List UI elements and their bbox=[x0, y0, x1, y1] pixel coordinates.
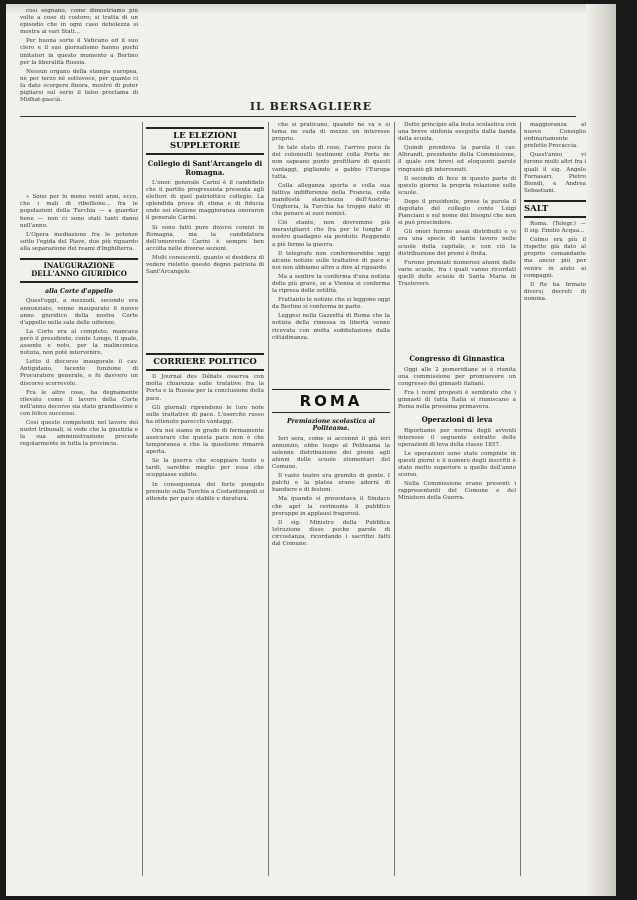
col3-paragraph: Il telegrafo non confermerebbe oggi alcune notizie sulle trattative di pace e noi non abbiamo altro a dire al riguardo. bbox=[272, 250, 390, 271]
col3-paragraph: Il vasto teatro era gremito di gente. I palchi e la platea erano adorni di bandiere e di festoni. bbox=[272, 473, 390, 494]
col4-headline: Operazioni di leva bbox=[421, 415, 493, 425]
col1-paragraph: Così questo competenti nel lavoro dei nostri tribunali, si vede che la giustizia e la sua amministrazione procede regolarmente in tutta la provincia. bbox=[20, 419, 138, 448]
col4-paragraph: Dopo il presidente, prese la parola il deputato del collegio conte Luigi Pianciani e sul nome dei bisogni che non si può prescindere. bbox=[398, 198, 516, 227]
col2-headline: CORRIERE POLITICO bbox=[146, 353, 264, 371]
col1-headline: INAUGURAZIONE DELL'ANNO GIURIDICO bbox=[20, 258, 138, 283]
col1-paragraph: L'Opera mediazione fra le potenze sotto l'egida del Piave, due più riguardo alla separazione dei reami d'Inghilterra. bbox=[20, 231, 138, 252]
col2-paragraph: Ora nei siamo in grado di fermamente assicurare che questa pace non è che temporanea e che la questione rimarrà aperta. bbox=[146, 427, 264, 456]
column-divider bbox=[142, 122, 143, 876]
col3-paragraph: che si praticano, quando ne va e si tema ne vada di mezzo un interesse proprio. bbox=[272, 122, 390, 143]
col1-paragraph: « Sono per lo meno venti anni, ecco, che i mali di ribellione... fra le popolazioni della Turchia — a guardar bene — non ci sono stati tanti danni nell'anno. bbox=[20, 194, 138, 229]
col2-paragraph: Se la guerra che scoppiare tosto o tardi, sarebbe meglio per essa che scoppiasse subito. bbox=[146, 458, 264, 479]
col3-paragraph: Il sig. Ministro della Pubblica Istruzione disse poche parole di circostanza, ricordando i sacrifizi fatti dal Comune. bbox=[272, 519, 390, 548]
col4-headline: Congresso di Ginnastica bbox=[409, 354, 505, 364]
col4-paragraph: Gli onori furono assai distribuiti e vi era una specie di tanto lavoro nelle scuole della capitale, e con ciò la distribuzione dei premi è finita. bbox=[398, 229, 516, 257]
page-fold-shadow bbox=[586, 4, 616, 896]
col3-paragraph: In tale stato di cose, l'arrivo poco fa dei colonnelli testimoni colla Porta ne non sapeano punto profittare di questi vantaggi, pigliando a gabbo l'Europa tutta. bbox=[272, 145, 390, 180]
col5-headline: SALT bbox=[524, 200, 586, 218]
col3-paragraph: Ma a sentire la conferma d'una notizia delle più grave, se a Vienna si conferma la ripresa delle ostilità. bbox=[272, 273, 390, 295]
col2-headline: LE ELEZIONI SUPPLETORIE bbox=[146, 127, 264, 155]
col1-paragraph: Per buona sorte il Vaticano ed il suo clero e il suo giornalismo hanno pochi imitatori in questo momento a Berlino per la liberalità Russia. bbox=[20, 38, 138, 66]
col1-subheadline: alla Corte d'appello bbox=[45, 287, 113, 295]
col4-paragraph: Oggi alle 2 pomeridiane si è riunita una commissione per promuovere un congresso dei ginnasti italiani. bbox=[398, 366, 516, 387]
col5-paragraph: Roma. (Telegr.) — Il sig. Emilio Acqua... bbox=[524, 220, 586, 235]
col2-subheadline: Collegio di Sant'Arcangelo di Romagna. bbox=[147, 159, 263, 177]
col1-paragraph: Quest'oggi, a mezzodì, secondo era annunziato, venne inaugurato il nuovo anno giuridico della nostra Corte d'appello nella sala delle udienze. bbox=[20, 298, 138, 326]
col3-paragraph: Ciò stante, non dovremmo più meravigliarci che fra per le lunghe il nostro guadagno sia perduto. Reggendo a piè fermo la guerra. bbox=[272, 220, 390, 248]
col1-paragraph: Letto il discorso inaugurale il cav. Antigidano, facente funzione di Procuratore generale, e fu davvero un discorso scorrevole. bbox=[20, 359, 138, 387]
col5-paragraph: Quest'anno vi furono molti altri fra i quali il sig. Angelo Fornasari, Pietro Biondi, e Andrea Sebastiani. bbox=[524, 152, 586, 194]
col4-paragraph: Quindi prendeva la parola il cav. Albrandi, presidente della Commissione, il quale con brevi ed eloquenti parole ringraziò gli intervenuti. bbox=[398, 145, 516, 173]
col2-paragraph: Molti conoscenti, quanto si desidera di vedere rieletto questo degno patriota di Sant'Arcangelo. bbox=[146, 254, 264, 276]
col5-paragraph: Il Re ha firmato diversi decreti di nomina. bbox=[524, 281, 586, 302]
col3-paragraph: Leggesi nella Gazzetta di Roma che la notizia della rimessa in libertà venne ricevuta con molta soddisfazione dalla cittadinanza. bbox=[272, 313, 390, 341]
col2-paragraph: In conseguenza del forte pungolo premuto sulla Turchia a Costantinopoli si attende per pace stabile e duratura. bbox=[146, 481, 264, 502]
column-4 bbox=[398, 122, 516, 878]
col1-paragraph: Fra le altre cose, ha degnamente rilevato come il lavoro della Corte nell'anno decorso sia stato grandissimo e con felice successo. bbox=[20, 389, 138, 417]
col3-paragraph: Ma quando si presentava il Sindaco che aprì la cerimonia il pubblico proruppe in applausi fragorosi. bbox=[272, 496, 390, 517]
column-5 bbox=[524, 122, 586, 878]
newspaper-page bbox=[6, 4, 616, 896]
col5-paragraph: maggioranza al nuovo Consiglio ordinariamente prefetto Procaccia. bbox=[524, 122, 586, 150]
col4-paragraph: Il secondo di fece in questo parte di questo giorno la propria relazione sulle scuole. bbox=[398, 175, 516, 196]
col2-paragraph: Gli giornali riprendono le loro note sulle trattative di pace. L'esercito russo ha ottenuto parecchi vantaggi. bbox=[146, 404, 264, 425]
col4-paragraph: Dettò principio alla festa scolastica con una breve sinfonia eseguita dalla banda della scuola. bbox=[398, 122, 516, 143]
col4-paragraph: Furono premiati numerosi alunni delle varie scuole, fra i quali vanno ricordati quelli delle scuole di Santa Maria in Trastevere. bbox=[398, 259, 516, 287]
col4-paragraph: Nella Commissione erano presenti i rappresentanti del Comune e del Ministero della Guerra. bbox=[398, 481, 516, 502]
column-1 bbox=[20, 8, 138, 878]
col4-paragraph: Fra i nomi proposti è sembrato che i ginnasti di tutta Italia si riuniscano a Roma nella prossima primavera. bbox=[398, 389, 516, 411]
column-divider bbox=[268, 122, 269, 876]
col1-paragraph: Nessun organo della stampa europea, nè per terzo nè sottovoce, per quanto ci fa dato scorgere finora, mostrò di poter pigliarsi sul serio il falso proclama di Midhat-pascià. bbox=[20, 68, 138, 104]
masthead: IL BERSAGLIERE bbox=[249, 100, 373, 113]
column-divider bbox=[394, 122, 395, 876]
col3-subheadline: Premiazione scolastica al Politeama. bbox=[286, 417, 376, 433]
col3-paragraph: Ieri sera, come si accennò il già ieri annunzio, ebbe luogo al Politeama la solenne distribuzione dei premi agli alunni delle scuole elementari del Comune. bbox=[272, 435, 390, 471]
col4-paragraph: Le operazioni sono state compiute in questi giorni e il numero degli inscritti è stato molto superiore a quello dell'anno scorso. bbox=[398, 450, 516, 479]
col3-headline-roma: ROMA bbox=[272, 389, 390, 413]
col5-paragraph: Colmo era più il rispetto già dato al proprio comandante ma ancor più per venire in aiuto ai compagni. bbox=[524, 237, 586, 279]
col1-paragraph: La Corte era al completo; mancava però il presidente, conte Longo, il quale, assente e noto, per la malinconica notizia, non potè intervenire. bbox=[20, 328, 138, 357]
col4-paragraph: Riportiamo per norma degli avventi interesse il seguente estratto delle operazioni di leva della classe 1857. bbox=[398, 427, 516, 448]
col2-paragraph: L'onor. generale Carini è il candidato che il partito progressista presenta agli elettori di quel patriottico collegio. La splendida prova di stima e di fiducia onde sei elezione maggioranza onoraron il generale Carini. bbox=[146, 180, 264, 222]
col3-paragraph: Colla alleganza sporta e colla sua fattiva indifferenza della Francia, colla manifesta stanchezza dell'Austria-Ungheria, la Turchia ha troppo dato di che penare ai suoi nemici. bbox=[272, 182, 390, 218]
col1-intro: così segnano, come dimostriamo più volte a cose di costoro; si tratta di un episodio che in ogni caso debolezza si mostra ai vari Stati... bbox=[20, 8, 138, 36]
col2-paragraph: Si sono fatti pure diversi comizi in Romagna, ma la candidatura dell'onorevole Carini è sempre ben accolta nelle diverse sezioni. bbox=[146, 224, 264, 252]
column-3 bbox=[272, 122, 390, 878]
col3-paragraph: Frattanto le notizie che si leggono oggi da Berlino si conferma in parte. bbox=[272, 297, 390, 311]
column-divider bbox=[520, 122, 521, 876]
col2-paragraph: Il Journal des Débats osserva con molta chiarezza sulle tratative fra la Porta e la Russia per la conclusione della pace. bbox=[146, 374, 264, 402]
column-2 bbox=[146, 122, 264, 878]
